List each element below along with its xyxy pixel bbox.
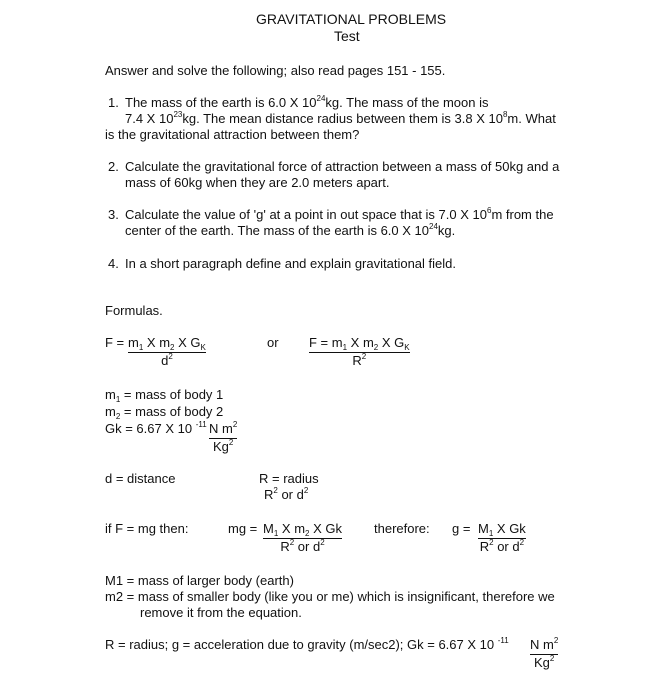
therefore-label: therefore: <box>374 521 430 536</box>
d-definition: d = distance <box>105 471 176 486</box>
formula-1-numerator: $m_1$ X $m_2$ X $G_K$ <box>128 335 206 352</box>
bottom-gk-unit-fraction <box>530 637 558 672</box>
m2-note-continued: remove it from the equation. <box>140 605 302 620</box>
m2-note: m2 = mass of smaller body (like you or me) which is insignificant, therefore we <box>105 589 555 604</box>
formula-1-denominator: $d^2$ <box>161 352 173 368</box>
or-label: or <box>267 335 279 350</box>
mg-numerator: $M_1$ X $m_2$ X Gk <box>263 521 342 538</box>
g-lhs: g = <box>452 521 471 536</box>
question-text: is the gravitational attraction between them? <box>105 127 360 142</box>
question-text: mass of 60kg when they are 2.0 meters apart. <box>125 175 390 190</box>
question-number: 3. <box>108 207 119 222</box>
question-text: Calculate the value of 'g' at a point in out space that is 7.0 X $10^6m$ from the <box>125 206 554 222</box>
question-text: The mass of the earth is 6.0 X $10^{24}kg$. The mass of the moon is <box>125 94 489 110</box>
bottom-gk-unit-denominator: Kg$^2$ <box>533 654 555 670</box>
formula-2-numerator: $F = m_1$ X $m_2$ X $G_K$ <box>309 335 410 352</box>
g-denominator: $R^2$ or $d^2$ <box>479 538 525 554</box>
instructions: Answer and solve the following; also read pages 151 - 155. <box>105 63 446 78</box>
formulas-heading: Formulas. <box>105 303 163 318</box>
question-text: Calculate the gravitational force of attraction between a mass of 50kg and a <box>125 159 560 174</box>
page-subtitle: Test <box>334 28 360 44</box>
page-title: GRAVITATIONAL PROBLEMS <box>256 11 447 27</box>
bottom-definitions: R = radius; g = acceleration due to gravity (m/sec2); Gk = 6.67 X 10 $^{-11}$ <box>105 636 509 652</box>
question-number: 2. <box>108 159 119 174</box>
g-numerator: $M_1$ X Gk <box>478 521 526 538</box>
m2-definition: $m_2$ = mass of body 2 <box>105 404 224 421</box>
question-text: center of the earth. The mass of the earth is 6.0 X $10^{24}kg$. <box>125 222 456 238</box>
if-label: if F = mg then: <box>105 521 189 536</box>
formula-2-fraction <box>309 335 410 370</box>
gk-unit-denominator: Kg$^2$ <box>212 438 234 454</box>
mg-denominator: $R^2$ or $d^2$ <box>280 538 325 554</box>
formula-1-fraction <box>128 335 206 370</box>
gk-unit-numerator: N $m^2$ <box>209 421 237 439</box>
m1-definition: $m_1$ = mass of body 1 <box>105 387 224 404</box>
mg-fraction <box>263 521 342 556</box>
question-text: 7.4 X $10^{23}kg$. The mean distance radius between them is 3.8 X $10^8m$. What <box>125 110 556 126</box>
M1-note: M1 = mass of larger body (earth) <box>105 573 294 588</box>
gk-definition: Gk = 6.67 X 10 $^{-11}$ <box>105 420 207 436</box>
formula-2-denominator: $R^2$ <box>352 352 367 368</box>
r-definition: R = radius <box>259 471 319 486</box>
gk-unit-fraction <box>209 421 237 456</box>
r-squared-note: $R^2$ or $d^2$ <box>264 486 309 502</box>
question-text: In a short paragraph define and explain gravitational field. <box>125 256 456 271</box>
question-number: 4. <box>108 256 119 271</box>
bottom-gk-unit-numerator: N $m^2$ <box>530 637 558 655</box>
question-number: 1. <box>108 95 119 110</box>
formula-1-lhs: F = <box>105 335 125 350</box>
g-fraction <box>478 521 526 556</box>
mg-lhs: mg = <box>228 521 258 536</box>
